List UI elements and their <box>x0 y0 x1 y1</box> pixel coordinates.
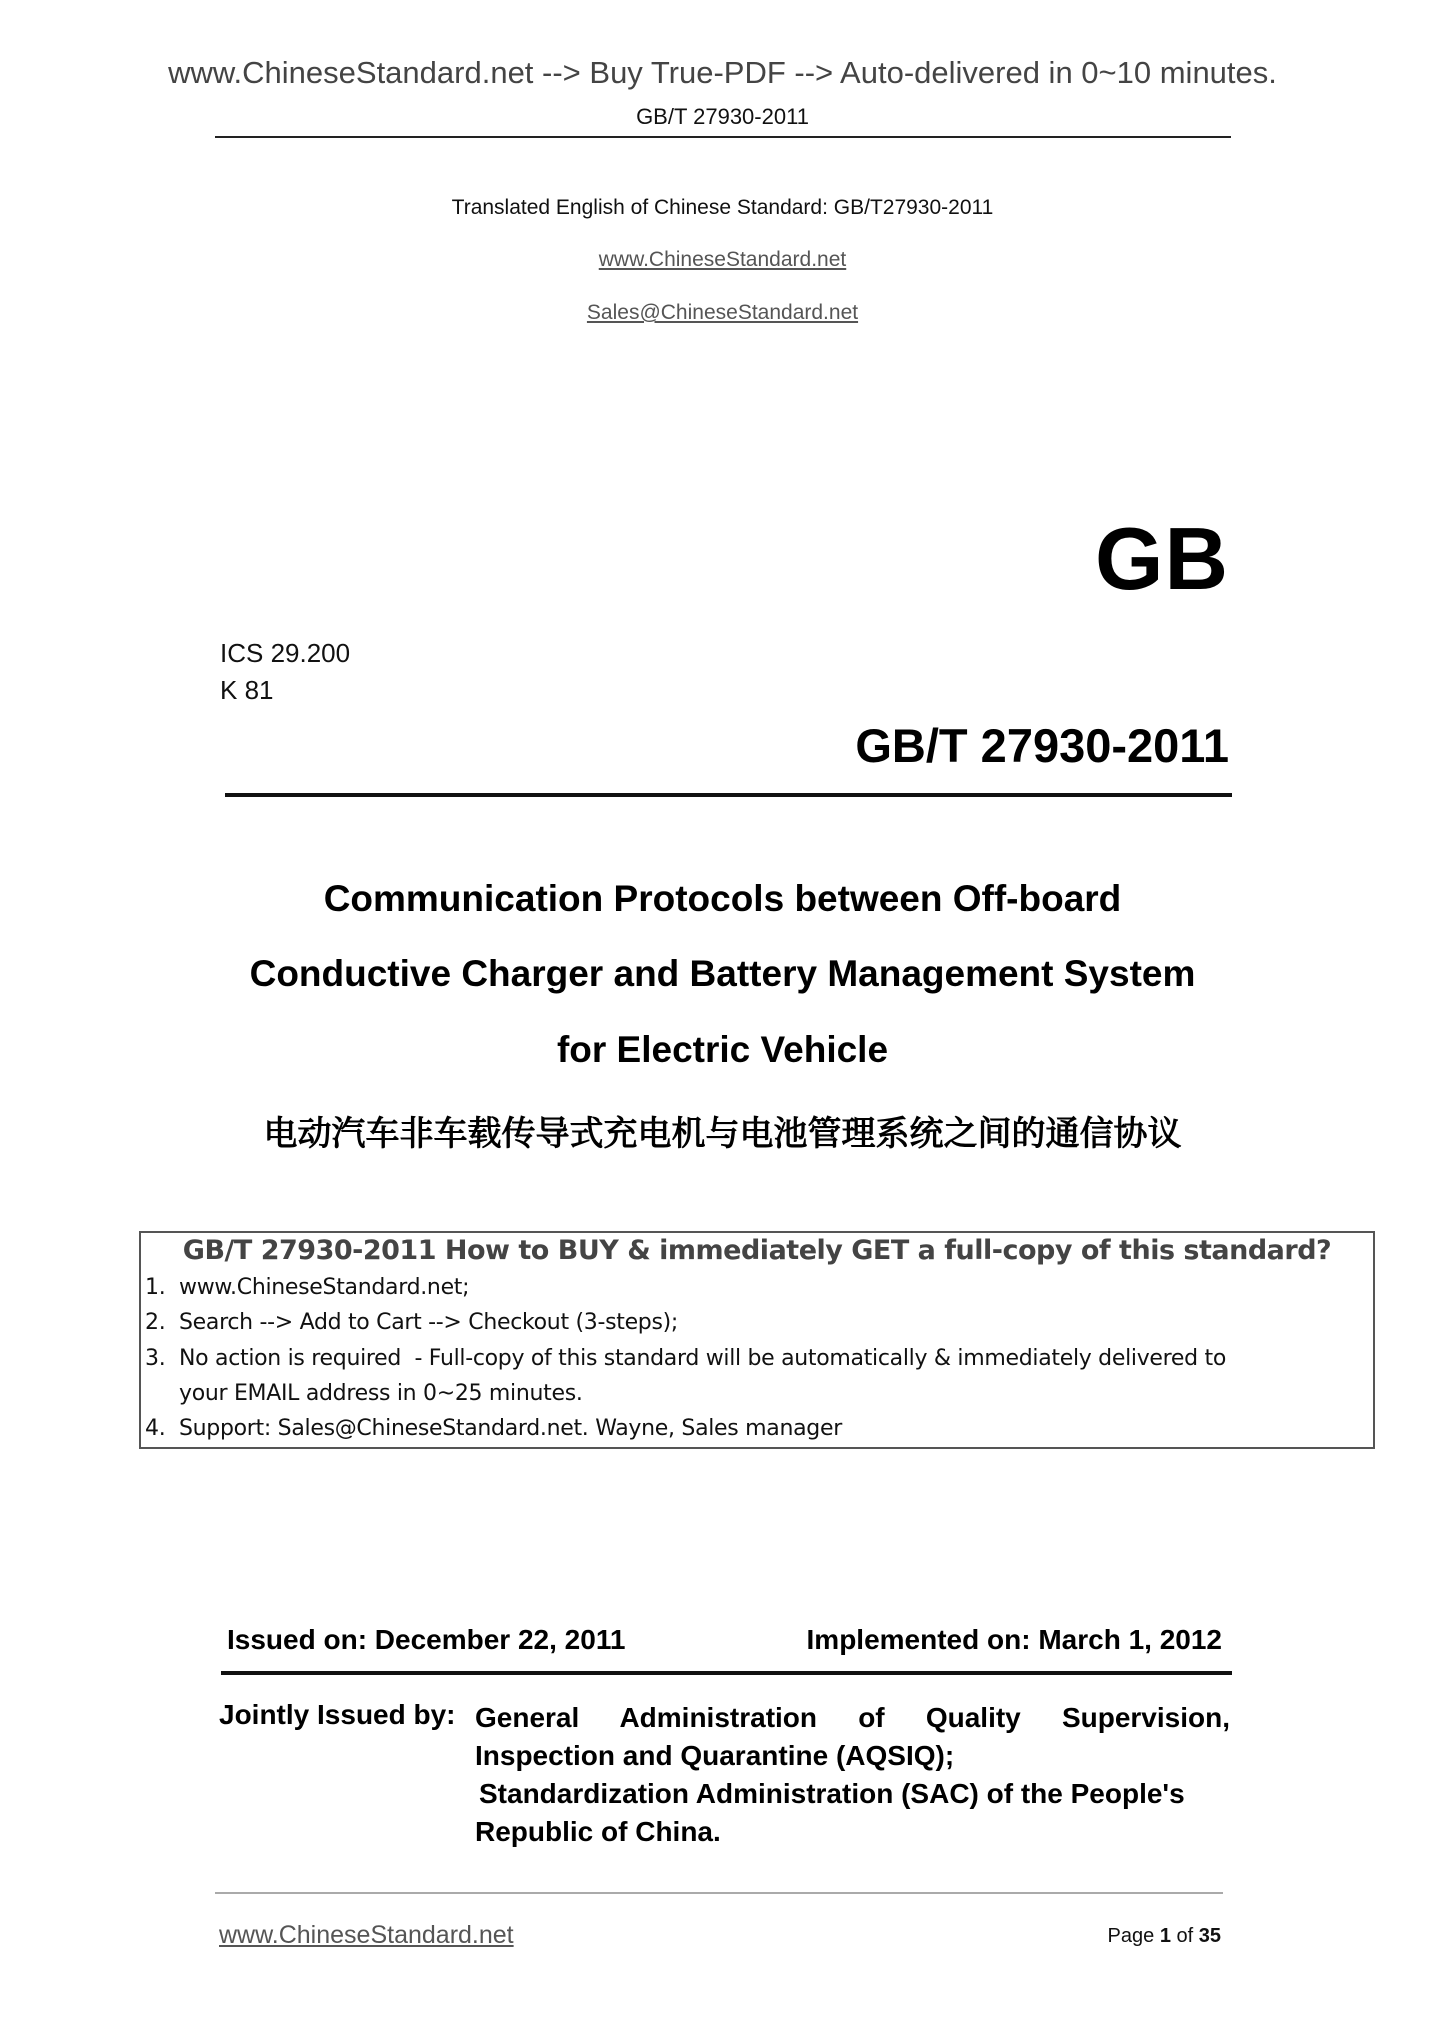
footer-divider <box>215 1892 1223 1894</box>
top-banner: www.ChineseStandard.net --> Buy True-PDF --> Auto-delivered in 0~10 minutes. <box>168 55 1277 90</box>
purchase-step-1 <box>145 1275 469 1300</box>
purchase-step-4 <box>145 1416 842 1441</box>
purchase-info-box <box>139 1231 1375 1449</box>
step-text: www.ChineseStandard.net; <box>179 1275 470 1300</box>
standard-code: GB/T 27930-2011 <box>855 719 1229 772</box>
jointly-issued-label: Jointly Issued by: <box>219 1699 456 1730</box>
step-number: 2. <box>145 1310 166 1335</box>
purchase-heading: GB/T 27930-2011 How to BUY & immediately GET a full-copy of this standard? <box>182 1235 1332 1266</box>
website-link-container <box>0 248 1445 272</box>
purchase-step-3 <box>145 1346 1226 1371</box>
website-link[interactable]: www.ChineseStandard.net <box>598 248 847 271</box>
purchase-step-3-continuation: your EMAIL address in 0~25 minutes. <box>179 1381 583 1406</box>
page-total: 35 <box>1198 1925 1221 1947</box>
header-standard-code: GB/T 27930-2011 <box>636 104 809 129</box>
step-text: Search --> Add to Cart --> Checkout (3-steps); <box>179 1310 679 1335</box>
title-chinese: 电动汽车非车载传导式充电机与电池管理系统之间的通信协议 <box>263 1115 1182 1153</box>
issuer-line-1: General Administration of Quality Supervision, <box>475 1702 1230 1733</box>
issuer-line-4: Republic of China. <box>475 1816 721 1847</box>
page-of: of <box>1176 1925 1194 1947</box>
page-prefix: Page <box>1107 1925 1155 1947</box>
translation-title: Translated English of Chinese Standard: GB/T27930-2011 <box>451 196 994 219</box>
step-text: No action is required - Full-copy of this standard will be automatically & immediately delivered to <box>179 1346 1227 1371</box>
page-current: 1 <box>1159 1925 1171 1947</box>
code-divider <box>225 793 1232 797</box>
footer-website-link[interactable]: www.ChineseStandard.net <box>219 1921 514 1949</box>
email-link[interactable]: Sales@ChineseStandard.net <box>586 301 859 324</box>
header-divider <box>215 136 1231 138</box>
step-number: 4. <box>145 1416 166 1441</box>
issued-date: Issued on: December 22, 2011 <box>227 1624 626 1655</box>
purchase-step-2 <box>145 1310 678 1335</box>
title-line-2: Conductive Charger and Battery Management System <box>249 953 1196 994</box>
dates-divider <box>221 1671 1232 1675</box>
jointly-issued-body <box>475 1699 1230 1851</box>
ccs-code: K 81 <box>220 675 274 705</box>
implemented-date: Implemented on: March 1, 2012 <box>806 1624 1222 1655</box>
issuer-line-2: Inspection and Quarantine (AQSIQ); <box>475 1740 955 1771</box>
step-number: 1. <box>145 1275 166 1300</box>
issuer-line-3: Standardization Administration (SAC) of the People's <box>479 1778 1185 1809</box>
title-line-3: for Electric Vehicle <box>556 1029 889 1070</box>
gb-mark: GB <box>1095 509 1229 608</box>
email-link-container <box>0 301 1445 325</box>
ics-code: ICS 29.200 <box>220 638 351 668</box>
step-number: 3. <box>145 1346 166 1371</box>
title-line-1: Communication Protocols between Off-board <box>323 878 1122 919</box>
step-text: Support: Sales@ChineseStandard.net. Wayne, Sales manager <box>179 1416 842 1441</box>
page-indicator <box>1108 1925 1221 1948</box>
